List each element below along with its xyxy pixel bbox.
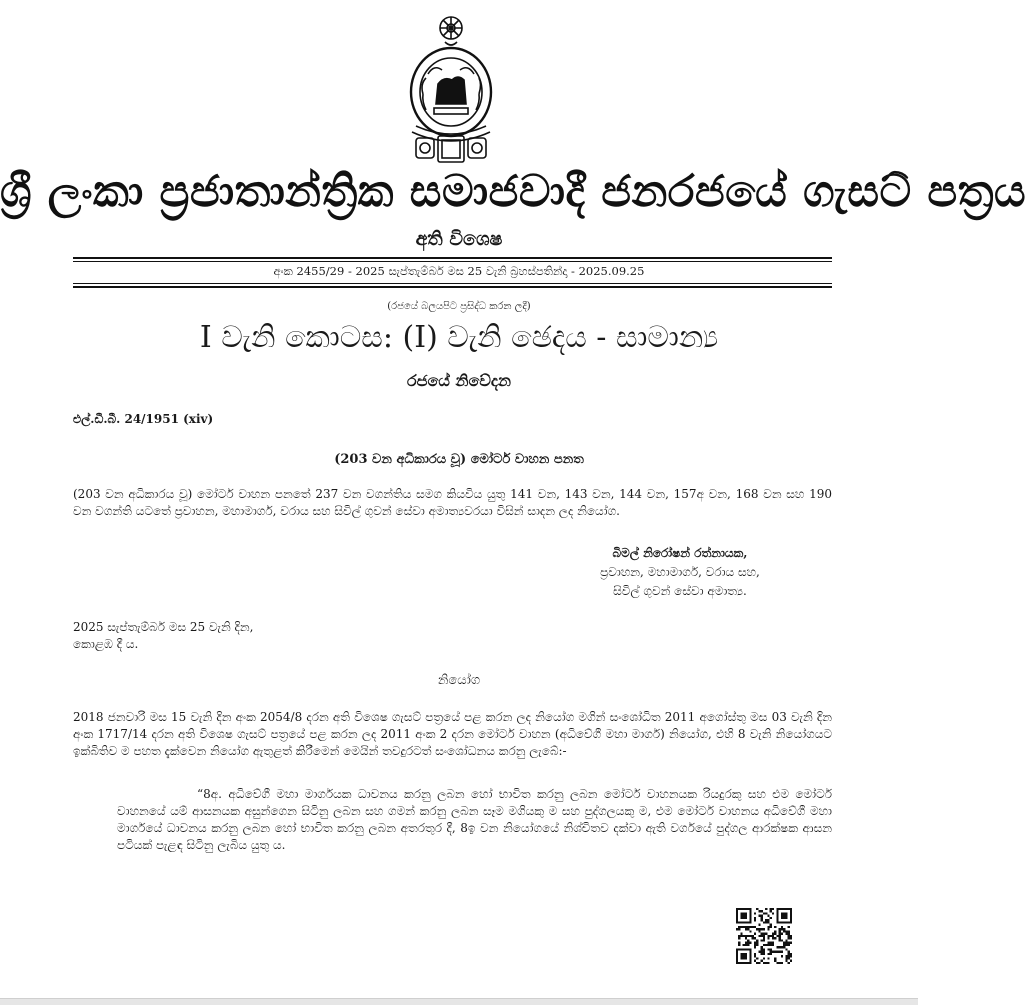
rule-bottom-thick [73, 286, 832, 288]
place-line: කොළඹ දී ය. [73, 637, 139, 651]
date-line: 2025 සැප්තැම්බර් මස 25 වැනි දින, [73, 620, 254, 634]
rule-top-thick [73, 257, 832, 259]
regulation-8a-quote: “8අ. අධිවේගී මහා මාර්ගයක ධාවනය කරනු ලබන හෝ භාවිත කරනු ලබන මෝටර් වාහනයක රියදුරකු සහ එම මෝටර් වාහනයේ යම් ආසනයක අසුන්ගෙන සිටිනු ලබන සහ ගමන් කරනු ලබන සෑම මගියකු ම සහ පුද්ගලයකු ම, එම මෝටර් වාහනය අධිවේගී මහා මාර්ගයේ ධාවනය කරනු ලබන හෝ භාවිත කරනු ලබන අතරතුර දී, 8ඉ වන නියෝගයේ නිශ්චිතව දක්වා ඇති වර්ගයේ පුද්ගල ආරක්ෂක ආසන පටියක් පැළඳ සිටිනු ලැබිය යුතු ය. [117, 787, 832, 852]
rule-bottom-thin [73, 283, 832, 284]
regulations-heading: නියෝග [437, 673, 481, 688]
signatory-title-line-2: සිවිල් ගුවන් සේවා අමාත්‍ය. [613, 584, 747, 598]
extraordinary-label: අති විශෙෂ [415, 228, 503, 250]
section-title: රජයේ නිවේදන [407, 371, 511, 390]
signatory-title-line-1: ප්‍රවාහන, මහාමාර්ග, වරාය සහ, [600, 565, 760, 579]
qr-code [736, 908, 792, 964]
signature-block [560, 544, 800, 601]
national-emblem [398, 14, 504, 164]
signatory-name: බිමල් නිරෝෂන් රත්නායක, [612, 546, 748, 560]
authority-line: (රජයේ බලයපිට ප්‍රසිද්ධ කරන ලදී) [387, 301, 531, 312]
part-title: I වැනි කොටස: (I) වැනි ඡෙදය - සාමාන්‍ය [199, 320, 719, 355]
act-title: (203 වන අධිකාරය වූ) මෝටර් වාහන පනත [334, 452, 584, 467]
reference-number: එල්.ඩී.බී. 24/1951 (xiv) [73, 412, 214, 426]
rule-top-thin [73, 261, 832, 262]
gazette-masthead: ශ්‍රී ලංකා ප්‍රජාතාන්ත්‍රික සමාජවාදී ජනරජයේ ගැසට් පත්‍රය [0, 166, 1026, 217]
intro-paragraph: (203 වන අධිකාරය වූ) මෝටර් වාහන පනතේ 237 වන වගන්තිය සමග කියවිය යුතු 141 වන, 143 වන, 144 වන, 157අ වන, 168 වන සහ 190 වන වගන්ති යටතේ ප්‍රවාහන, මහාමාර්ග, වරාය සහ සිවිල් ගුවන් සේවා අමාත්‍යවරයා විසින් සාදන ලද නියෝග. [73, 487, 832, 518]
body-paragraph: 2018 ජනවාරි මස 15 වැනි දින අංක 2054/8 දරන අති විශෙෂ ගැසට් පත්‍රයේ පළ කරන ලද නියෝග මගින් සංශෝධිත 2011 අගෝස්තු මස 03 වැනි දින අංක 1717/14 දරන අති විශෙෂ ගැසට් පත්‍රයේ පළ කරන ලද 2011 අංක 2 දරන මෝටර් වාහන (අධිවේගී මහා මාර්ග) නියෝග, එහි 8 වැනි නියෝගයට ඉක්බිතිව ම පහත දැක්වෙන නියෝග ඇතුළත් කිරීමෙන් මෙයින් තවදුරටත් සංශෝධනය කරනු ලැබේ:- [73, 710, 832, 758]
page-bottom-edge [0, 998, 918, 1005]
issue-line: අංක 2455/29 - 2025 සැප්තැම්බර් මස 25 වැනි බ්‍රහස්පතින්දා - 2025.09.25 [273, 264, 645, 278]
date-place-block [73, 619, 253, 653]
